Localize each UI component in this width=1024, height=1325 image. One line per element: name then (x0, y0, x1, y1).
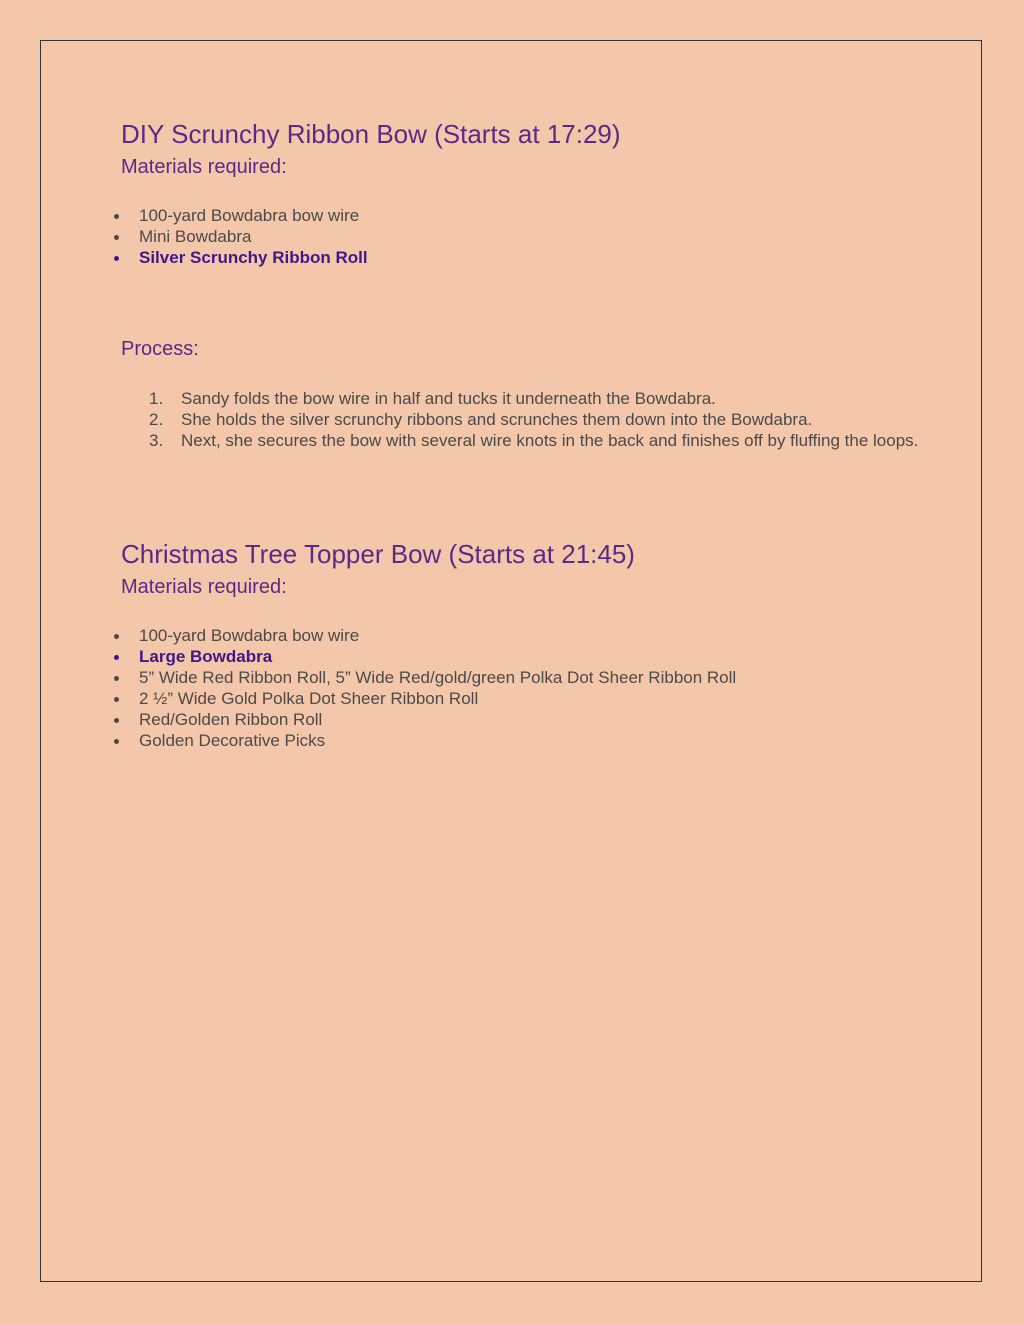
bullet-icon (114, 655, 119, 660)
bullet-icon (114, 256, 119, 261)
step-item: 3. Next, she secures the bow with several wire knots in the back and finishes off by fluffing the loops. (149, 431, 919, 450)
section2-title: Christmas Tree Topper Bow (Starts at 21:45) (121, 539, 635, 569)
page-frame (40, 40, 982, 1282)
list-item: Golden Decorative Picks (41, 730, 736, 751)
list-item: Mini Bowdabra (41, 226, 368, 247)
step-item: 1. Sandy folds the bow wire in half and tucks it underneath the Bowdabra. (149, 389, 716, 408)
section2-materials-list (41, 625, 736, 751)
bullet-icon (114, 718, 119, 723)
section1-materials-list (41, 205, 368, 268)
list-item: 100-yard Bowdabra bow wire (41, 625, 736, 646)
step-item: 2. She holds the silver scrunchy ribbons and scrunches them down into the Bowdabra. (149, 410, 813, 429)
section1-materials-heading: Materials required: (121, 156, 287, 178)
section1-title: DIY Scrunchy Ribbon Bow (Starts at 17:29) (121, 119, 621, 149)
section2-materials-heading: Materials required: (121, 576, 287, 598)
bullet-icon (114, 235, 119, 240)
bullet-icon (114, 676, 119, 681)
list-item: Red/Golden Ribbon Roll (41, 709, 736, 730)
list-item: Large Bowdabra (41, 646, 736, 667)
bullet-icon (114, 739, 119, 744)
list-item: 100-yard Bowdabra bow wire (41, 205, 368, 226)
section1-process-heading: Process: (121, 338, 199, 360)
list-item: 5” Wide Red Ribbon Roll, 5” Wide Red/gold/green Polka Dot Sheer Ribbon Roll (41, 667, 736, 688)
step-number: 2. (149, 410, 164, 429)
list-item: 2 ½” Wide Gold Polka Dot Sheer Ribbon Roll (41, 688, 736, 709)
step-number: 3. (149, 431, 164, 450)
bullet-icon (114, 634, 119, 639)
section1-process-steps (41, 388, 941, 451)
step-number: 1. (149, 389, 164, 408)
list-item: Silver Scrunchy Ribbon Roll (41, 247, 368, 268)
bullet-icon (114, 697, 119, 702)
bullet-icon (114, 214, 119, 219)
